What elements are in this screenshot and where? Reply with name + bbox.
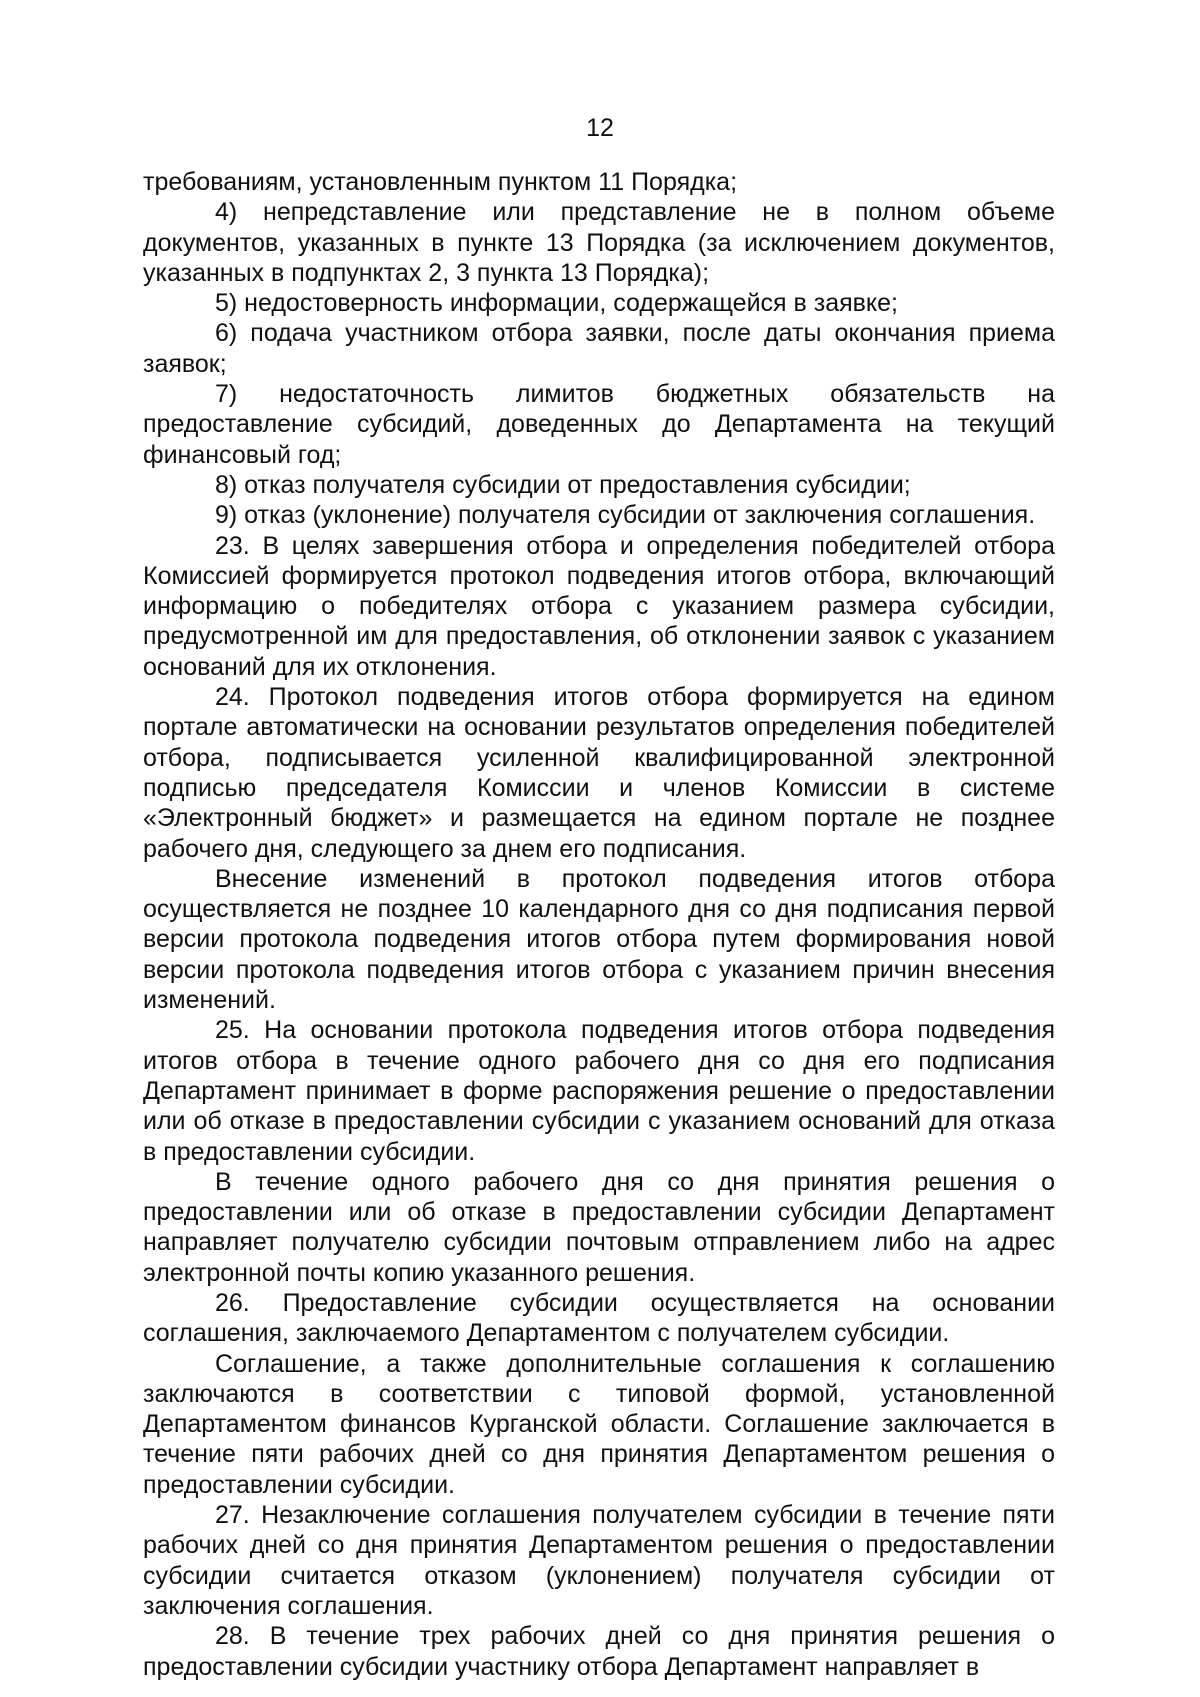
clause-27: 27. Незаключение соглашения получателем субсидии в течение пяти рабочих дней со дня принятия Департаментом решения о предоставлении субсидии считается отказом (уклонением) получателя субсидии от заключения соглашения. (143, 1501, 1055, 1620)
clause-25-notification: В течение одного рабочего дня со дня принятия решения о предоставлении или об отказе в предоставлении субсидии Департамент направляет получателю субсидии почтовым отправлением либо на адрес электронной почты копию указанного решения. (143, 1167, 1055, 1287)
list-item-9: 9) отказ (уклонение) получателя субсидии от заключения соглашения. (215, 501, 1036, 530)
clause-26-agreement: Соглашение, а также дополнительные соглашения к соглашению заключаются в соответствии с типовой формой, установленной Департаментом финансов Курганской области. Соглашение заключается в течение пяти рабочих дней со дня принятия Департаментом решения о предоставлении субсидии. (143, 1349, 1055, 1499)
clause-26: 26. Предоставление субсидии осуществляется на основании соглашения, заключаемого Департаментом с получателем субсидии. (143, 1288, 1055, 1348)
list-item-8: 8) отказ получателя субсидии от предоставления субсидии; (215, 470, 911, 499)
list-item-4: 4) непредставление или представление не в полном объеме документов, указанных в пункте 13 Порядка (за исключением документов, указанных в подпунктах 2, 3 пункта 13 Порядка); (143, 198, 1055, 287)
clause-25: 25. На основании протокола подведения итогов отбора подведения итогов отбора в течение одного рабочего дня со дня его подписания Департамент принимает в форме распоряжения решение о предоставлении или об отказе в предоставлении субсидии с указанием оснований для отказа в предоставлении субсидии. (143, 1016, 1055, 1166)
clause-23: 23. В целях завершения отбора и определения победителей отбора Комиссией формируется протокол подведения итогов отбора, включающий информацию о победителях отбора с указанием размера субсидии, предусмотренной им для предоставления, об отклонении заявок с указанием оснований для их отклонения. (143, 531, 1055, 681)
clause-28: 28. В течение трех рабочих дней со дня принятия решения о предоставлении субсидии участнику отбора Департамент направляет в (143, 1622, 1055, 1681)
clause-24-amendments: Внесение изменений в протокол подведения итогов отбора осуществляется не позднее 10 календарного дня со дня подписания первой версии протокола подведения итогов отбора путем формирования новой версии протокола подведения итогов отбора с указанием причин внесения изменений. (143, 864, 1055, 1015)
page-number: 12 (586, 114, 614, 142)
list-item-5: 5) недостоверность информации, содержащейся в заявке; (215, 289, 898, 318)
paragraph-continuation: требованиям, установленным пунктом 11 Порядка; (143, 168, 738, 196)
list-item-6: 6) подача участником отбора заявки, после даты окончания приема заявок; (143, 319, 1055, 378)
document-body (143, 167, 1055, 1682)
clause-24: 24. Протокол подведения итогов отбора формируется на едином портале автоматически на основании результатов определения победителей отбора, подписывается усиленной квалифицированной электронной подписью председателя Комиссии и членов Комиссии в системе «Электронный бюджет» и размещается на едином портале не позднее рабочего дня, следующего за днем его подписания. (143, 683, 1055, 863)
list-item-7: 7) недостаточность лимитов бюджетных обязательств на предоставление субсидий, доведенных до Департамента на текущий финансовый год; (143, 380, 1055, 469)
